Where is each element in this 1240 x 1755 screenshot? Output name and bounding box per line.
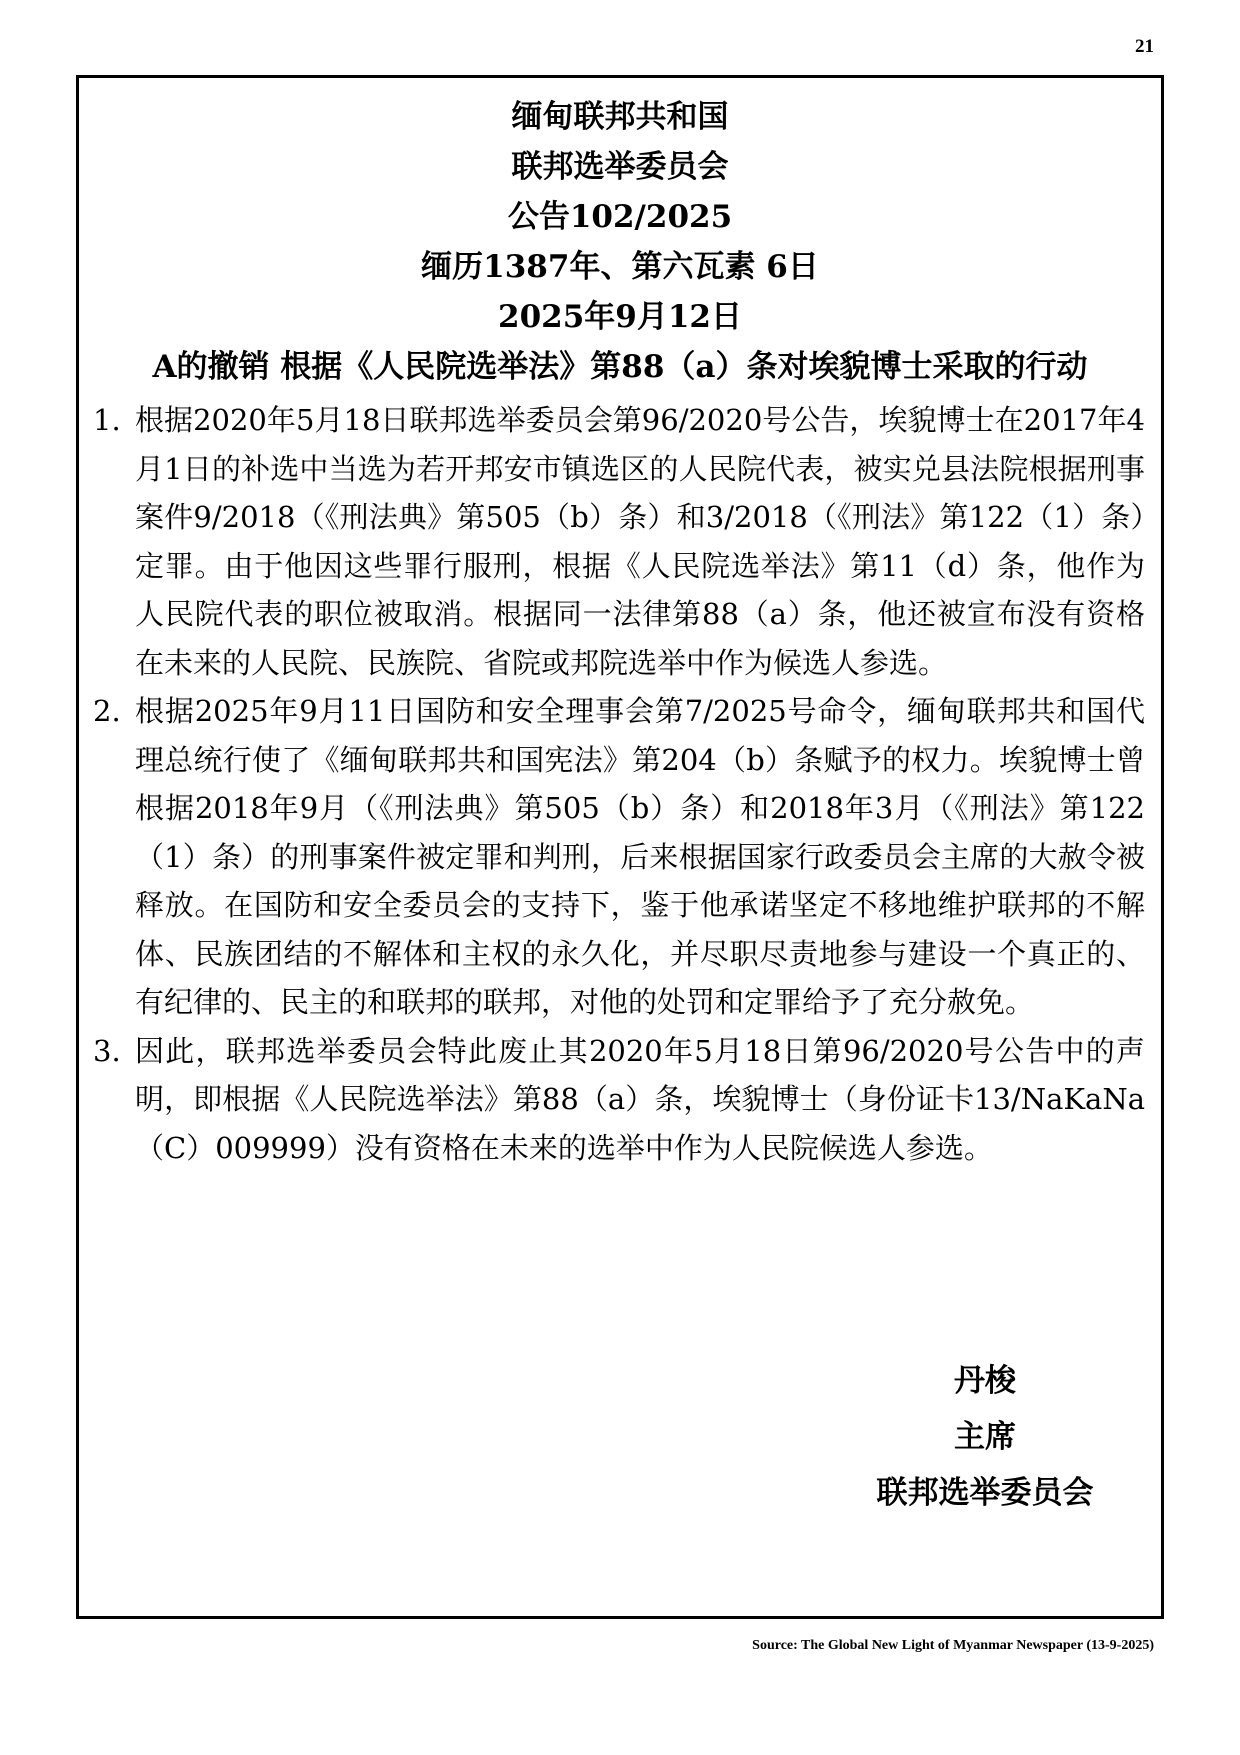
page-number: 21 [1135, 36, 1154, 57]
myanmar-date: 缅历1387年、第六瓦素 6日 [421, 249, 819, 285]
commission-title: 联邦选举委员会 [511, 149, 729, 185]
paragraph-text: 因此，联邦选举委员会特此废止其2020年5月18日第96/2020号公告中的声明，即根据《人民院选举法》第88（a）条，埃貌博士（身份证卡13/NaKaNa（C）009999）没有资格在未来的选举中作为人民院候选人参选。 [135, 1033, 1145, 1165]
paragraph-number: 1. [93, 403, 121, 437]
notice-box [76, 75, 1164, 1619]
notice-subject: A的撤销 根据《人民院选举法》第88（a）条对埃貌博士采取的行动 [152, 349, 1088, 385]
signatory-name: 丹梭 [954, 1363, 1016, 1399]
paragraph-1 [93, 396, 1145, 687]
paragraph-3 [93, 1027, 1145, 1173]
country-title: 缅甸联邦共和国 [511, 99, 729, 135]
paragraph-number: 3. [93, 1033, 121, 1068]
gregorian-date: 2025年9月12日 [498, 299, 742, 335]
signatory-organization: 联邦选举委员会 [876, 1475, 1094, 1511]
paragraph-text: 根据2025年9月11日国防和安全理事会第7/2025号命令，缅甸联邦共和国代理总统行使了《缅甸联邦共和国宪法》第204（b）条赋予的权力。埃貌博士曾根据2018年9月（《刑法典》第505（b）条）和2018年3月（《刑法》第122（1）条）的刑事案件被定罪和判刑，后来根据国家行政委员会主席的大赦令被释放。在国防和安全委员会的支持下，鉴于他承诺坚定不移地维护联邦的不解体、民族团结的不解体和主权的永久化，并尽职尽责地参与建设一个真正的、有纪律的、民主的和联邦的联邦，对他的处罚和定罪给予了充分赦免。 [135, 694, 1145, 1019]
paragraph-2 [93, 687, 1145, 1027]
notice-body [93, 396, 1145, 1172]
source-citation: Source: The Global New Light of Myanmar Newspaper (13-9-2025) [752, 1638, 1154, 1653]
paragraph-text: 根据2020年5月18日联邦选举委员会第96/2020号公告，埃貌博士在2017年4月1日的补选中当选为若开邦安市镇选区的人民院代表，被实兑县法院根据刑事案件9/2018（《刑法典》第505（b）条）和3/2018（《刑法》第122（1）条）定罪。由于他因这些罪行服刑，根据《人民院选举法》第11（d）条，他作为人民院代表的职位被取消。根据同一法律第88（a）条，他还被宣布没有资格在未来的人民院、民族院、省院或邦院选举中作为候选人参选。 [135, 403, 1145, 680]
signatory-title: 主席 [954, 1419, 1016, 1455]
signature-block [855, 1353, 1115, 1521]
paragraph-number: 2. [93, 694, 121, 728]
notice-header [79, 92, 1161, 392]
notice-number: 公告102/2025 [507, 199, 733, 235]
